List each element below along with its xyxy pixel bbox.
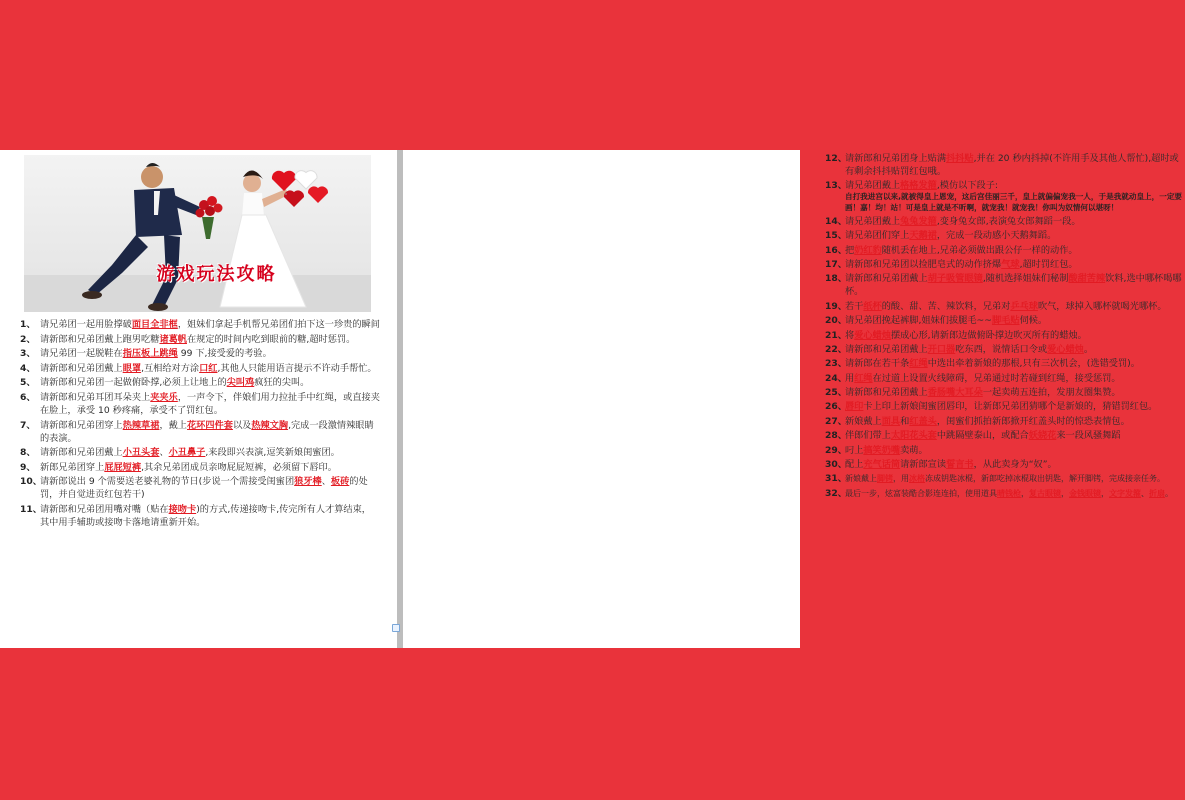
- rule-item: [20, 318, 380, 331]
- rule-text-segment: 、: [1141, 488, 1149, 498]
- rule-text: [40, 392, 380, 416]
- rule-text-segment: 若干: [845, 300, 864, 312]
- rule-text-segment: ,随机选择姐妹们秘制: [982, 273, 1069, 285]
- rule-item: [825, 244, 1185, 257]
- rule-text-segment: 冻成钥匙冰棍，新郎吃掉冰棍取出钥匙，解开脚铐，完成接亲任务。: [925, 474, 1165, 484]
- rule-text-segment: ，从此卖身为“奴”。: [973, 459, 1057, 471]
- rule-item: [825, 444, 1185, 457]
- prop-highlight: 胡子吸管眼镜: [927, 273, 983, 285]
- rule-text-segment: 配上: [845, 459, 864, 471]
- page-right: [403, 150, 1183, 648]
- rule-item: [825, 272, 1185, 298]
- rule-text-segment: ，闺蜜们抓拍新郎掀开红盖头时的惊恐表情包。: [936, 415, 1130, 427]
- top-red-band: [0, 0, 800, 150]
- prop-highlight: 屁屁短裤: [104, 461, 142, 473]
- page-left: [0, 150, 397, 648]
- rule-text-segment: ，一声令下，伴娘们用力拉扯手中红绳，或直接夹在脸上，承受 10 秒疼痛，承受不了罚红包。: [40, 391, 380, 416]
- rule-item: [825, 415, 1185, 428]
- rule-text: [40, 319, 380, 330]
- rule-text-segment: ,模仿以下段子:: [936, 180, 999, 192]
- rule-text-segment: 请新郎宣读: [900, 459, 947, 471]
- rule-text-segment: ，: [1021, 488, 1029, 498]
- rule-text-segment: ,其余兄弟团成员亲吻屁屁短裤，必须留下唇印。: [141, 461, 337, 473]
- rule-text-segment: 饮料,选中哪杯喝哪杯。: [845, 273, 1182, 298]
- prop-highlight: 诸葛帆: [159, 333, 187, 345]
- rule-number: 5、: [20, 377, 36, 389]
- prop-highlight: 红绳: [909, 358, 928, 370]
- prop-highlight: 唇印: [845, 401, 864, 413]
- rule-text-segment: 请新郎和兄弟团戴上: [845, 273, 928, 285]
- rule-number: 15、: [825, 230, 847, 242]
- rule-number: 13、: [825, 180, 847, 192]
- rule-text-segment: ，: [1061, 488, 1069, 498]
- rule-item: [825, 258, 1185, 271]
- rule-text: [845, 259, 1078, 270]
- rule-text-segment: 以及: [232, 419, 252, 431]
- prop-highlight: 奶红豹: [854, 244, 882, 256]
- rule-text-segment: 随机丢在地上,兄弟必须做出跟公仔一样的动作。: [881, 244, 1078, 256]
- rule-text: [845, 245, 1078, 256]
- prop-highlight: 热辣草裙: [122, 419, 160, 431]
- rule-number: 12、: [825, 153, 847, 164]
- rule-item: [20, 446, 380, 459]
- rule-text-segment: 卖萌。: [900, 444, 928, 456]
- rule-item: [825, 372, 1185, 385]
- rule-text-segment: 请新郎和兄弟团戴上跑男吃糖: [40, 333, 160, 345]
- rule-text-segment: 一起卖萌五连拍，发朋友圈集赞。: [982, 387, 1121, 399]
- rule-text-segment: 请新郎和兄弟团用嘴对嘴（贴在: [40, 503, 169, 515]
- rule-text-segment: ,超时罚红包。: [1019, 258, 1078, 270]
- prop-highlight: 香肠嘴大耳朵: [927, 387, 983, 399]
- rule-number: 23、: [825, 358, 847, 370]
- prop-highlight: 纸杯: [863, 300, 882, 312]
- rule-text-segment: 请新郎在若干条: [845, 358, 910, 370]
- prop-highlight: 太阳花头套: [890, 430, 937, 442]
- rule-number: 22、: [825, 343, 847, 355]
- rule-text: [845, 216, 1081, 227]
- rule-item: [825, 487, 1185, 500]
- rule-text: [845, 474, 1165, 483]
- prop-highlight: 誓言书: [946, 459, 974, 471]
- rule-number: 1、: [20, 319, 36, 330]
- rule-number: 16、: [825, 244, 847, 256]
- page-anchor-icon[interactable]: [392, 624, 400, 632]
- rule-text-segment: 中跳隔壁泰山，或配合: [936, 430, 1029, 442]
- rule-item: [825, 400, 1185, 413]
- rule-item: [825, 472, 1185, 485]
- rule-text-segment: ,互相给对方涂: [141, 362, 200, 374]
- rule-text-segment: 在规定的时间内吃到眼前的糖,超时惩罚。: [187, 333, 356, 345]
- rule-number: 4、: [20, 362, 36, 374]
- prop-highlight: 妖娆花: [1028, 430, 1057, 442]
- rule-number: 2、: [20, 333, 36, 345]
- rules-list-left: [20, 318, 380, 531]
- rule-text: [845, 180, 998, 191]
- rule-number: 10、: [20, 476, 42, 488]
- rule-number: 18、: [825, 273, 847, 285]
- rule-text-segment: ,完成一段激情辣眼睛的表演。: [40, 419, 374, 444]
- heart-balloons: [272, 171, 328, 207]
- rule-text: [845, 273, 1182, 297]
- rule-text-segment: 请兄弟团戴上: [845, 215, 901, 227]
- prop-highlight: 酸甜苦辣: [1068, 273, 1106, 285]
- rule-text-segment: 的处罚，并自觉进贡红包若干): [40, 476, 368, 501]
- rule-text: [845, 358, 1140, 369]
- prop-highlight: 面目全非框: [131, 319, 178, 330]
- rule-text: [845, 401, 1157, 412]
- rule-item: [825, 179, 1185, 213]
- prop-highlight: 小丑鼻子: [168, 447, 206, 459]
- rule-item: [825, 458, 1185, 471]
- rule-text: [40, 377, 309, 388]
- rule-text: [845, 430, 1121, 441]
- wedding-photo: [24, 155, 371, 312]
- rule-text-segment: 请新郎和兄弟团一起做俯卧撑,必须上让地上的: [40, 377, 227, 389]
- rule-text-segment: 新娘戴上: [845, 474, 877, 484]
- rule-item: [20, 376, 380, 389]
- document-spread: [0, 150, 1183, 648]
- rule-text-segment: ，戴上: [159, 419, 187, 431]
- rule-text-segment: 请新郎和兄弟团戴上: [40, 362, 123, 374]
- rule-text-segment: ，姐妹们拿起手机帮兄弟团们拍下这一珍贵的瞬间: [177, 319, 380, 330]
- rule-text-segment: 99 下,接受爱的考验。: [177, 348, 272, 360]
- rule-number: 20、: [825, 315, 847, 327]
- rule-text-segment: 请兄弟团一起脱鞋在: [40, 348, 123, 360]
- rule-number: 28、: [825, 430, 847, 442]
- prop-highlight: 复古眼镜: [1029, 488, 1061, 498]
- rule-text-segment: 请新郎和兄弟团以捡肥皂式的动作挤爆: [845, 258, 1002, 270]
- rule-item: [20, 391, 380, 417]
- prop-highlight: 充气话筒: [863, 459, 901, 471]
- prop-highlight: 文字发箍: [1109, 488, 1141, 498]
- rule-text-segment: 新郎兄弟团穿上: [40, 461, 105, 473]
- rule-number: 24、: [825, 372, 847, 384]
- rule-text-segment: 请兄弟团一起用脸撑破: [40, 319, 132, 330]
- rule-text-segment: ,变身兔女郎,表演兔女郎舞蹈一段。: [936, 215, 1081, 227]
- prop-highlight: 冰格: [909, 474, 925, 484]
- rule-number: 17、: [825, 258, 847, 270]
- prop-highlight: 脚毛贴: [991, 315, 1020, 327]
- rule-text-segment: 中选出牵着新娘的那根,只有三次机会，(选错受罚)。: [927, 358, 1140, 370]
- prop-highlight: 花环四件套: [187, 419, 233, 431]
- prop-highlight: 红盖头: [909, 415, 937, 427]
- rule-number: 14、: [825, 215, 847, 227]
- prop-highlight: 红绳: [854, 372, 873, 384]
- prop-highlight: 狼牙棒: [294, 476, 322, 488]
- prop-highlight: 眼罩: [122, 362, 142, 374]
- rule-item: [20, 362, 380, 375]
- bottom-red-band: [0, 648, 800, 800]
- rule-text-segment: 请兄弟团挽起裤脚,姐妹们拔腿毛~~: [845, 315, 992, 327]
- rule-number: 26、: [825, 401, 847, 413]
- rule-item: [20, 475, 380, 501]
- rule-number: 7、: [20, 419, 36, 431]
- rule-text: [845, 445, 928, 456]
- rule-text-segment: ,其他人只能用语言提示不许动手帮忙。: [217, 362, 377, 374]
- rule-text-segment: 叼上: [845, 444, 864, 456]
- rule-number: 21、: [825, 329, 847, 341]
- rule-item: [825, 343, 1185, 356]
- rule-text-segment: 将: [845, 329, 855, 341]
- rule-text: [40, 462, 337, 473]
- rule-text-segment: 请新郎和兄弟团穿上: [40, 419, 123, 431]
- rule-number: 25、: [825, 387, 847, 399]
- rule-text-segment: 。: [1165, 488, 1173, 498]
- rule-item: [20, 347, 380, 360]
- prop-highlight: 天鹅裙: [909, 230, 937, 242]
- rule-item: [825, 215, 1185, 228]
- rule-item: [825, 314, 1185, 327]
- prop-highlight: 晴钱枪: [997, 488, 1021, 498]
- rule-text-segment: 摆成心形,请新郎边做俯卧撑边吹灭所有的蜡烛。: [890, 329, 1087, 341]
- rule-text-segment: 吃东西，说情话口令或: [955, 343, 1048, 355]
- wedding-couple-illustration: [24, 155, 371, 312]
- rule-text-segment: 最后一步，炫富装酷合影连连拍，使用道具: [845, 488, 997, 498]
- prop-highlight: 板砖: [330, 476, 350, 488]
- rule-number: 3、: [20, 348, 36, 360]
- prop-highlight: 小丑头套: [122, 447, 160, 459]
- rule-item: [825, 152, 1185, 178]
- rule-item: [825, 329, 1185, 342]
- rule-text-segment: ,并在 20 秒内抖掉(不许用手及其他人帮忙),超时或有剩余抖抖贴罚红包哦。: [845, 153, 1179, 177]
- rule-text: [845, 230, 1056, 241]
- rule-text-segment: 卡上印上新娘闺蜜团唇印，让新郎兄弟团猜哪个是新娘的，猜错罚红包。: [863, 401, 1158, 413]
- rule-number: 9、: [20, 461, 36, 473]
- rule-text-segment: )的方式,传递接吻卡,传完所有人才算结束，其中用手辅助或接吻卡落地请重新开始。: [40, 503, 371, 528]
- prop-highlight: 折扇: [1149, 488, 1165, 498]
- prop-highlight: 口红: [199, 362, 218, 374]
- rule-text: [845, 153, 1179, 177]
- rule-text-segment: 请新郎和兄弟团戴上: [40, 447, 123, 459]
- rule-text-segment: 请新郎和兄弟团戴上: [845, 387, 928, 399]
- rule-quote-text: 自打我进宫以来,就被得皇上恩宠，这后宫佳丽三千，皇上就偏偏宠我一人，于是我就动皇上，一定要画！嘉！均！站！可是皇上就是不听啊，就宠我！就宠我！你叫为奴情何以堪呀！: [845, 192, 1183, 212]
- rule-text-segment: 在过道上设置火线障碍，兄弟通过时若碰到红绳，接受惩罚。: [872, 372, 1121, 384]
- rule-number: 32、: [825, 487, 847, 499]
- rule-text: [845, 344, 1093, 355]
- rule-text: [40, 447, 340, 458]
- rule-text: [845, 301, 1167, 312]
- rule-text-segment: 请兄弟团戴上: [845, 180, 901, 192]
- rule-number: 29、: [825, 444, 847, 456]
- rule-text-segment: 、: [159, 447, 169, 459]
- prop-highlight: 抖抖贴: [946, 153, 974, 164]
- rule-text-segment: 伴郎们带上: [845, 430, 891, 442]
- rule-text-segment: 疯狂的尖叫。: [254, 377, 310, 389]
- rule-number: 19、: [825, 300, 847, 312]
- rule-text-segment: ，完成一段动感小天鹅舞蹈。: [936, 230, 1057, 242]
- rule-text-segment: 请兄弟团们穿上: [845, 230, 910, 242]
- rule-text: [40, 334, 355, 345]
- rule-text-segment: 请新郎和兄弟团戴上: [845, 343, 928, 355]
- rule-text-segment: 请新郎和兄弟耳团耳朵夹上: [40, 391, 151, 403]
- rule-item: [20, 419, 380, 445]
- rules-list-right: [825, 152, 1185, 501]
- rule-text-segment: 来一段风骚舞蹈: [1056, 430, 1121, 442]
- rule-item: [825, 386, 1185, 399]
- prop-highlight: 乒乓球: [1010, 300, 1038, 312]
- prop-highlight: 夹夹乐: [150, 391, 178, 403]
- rule-text-segment: ，: [1101, 488, 1109, 498]
- rule-item: [825, 429, 1185, 442]
- rule-text-segment: 和: [900, 415, 910, 427]
- rule-item: [20, 461, 380, 474]
- rule-number: 31、: [825, 473, 847, 485]
- rule-text: [845, 387, 1121, 398]
- rule-item: [20, 333, 380, 346]
- prop-highlight: 接吻卡: [168, 503, 197, 515]
- rule-text-segment: 的酸、甜、苦、辣饮料，兄弟对: [881, 300, 1011, 312]
- rule-text-segment: 把: [845, 244, 855, 256]
- rule-number: 8、: [20, 447, 36, 459]
- rule-item: [825, 300, 1185, 313]
- prop-highlight: 兔兔发箍: [900, 215, 937, 227]
- prop-highlight: 热辣文胸: [251, 419, 289, 431]
- rule-number: 27、: [825, 415, 847, 427]
- rule-text-segment: 。: [1083, 343, 1094, 355]
- rule-number: 11、: [20, 503, 42, 515]
- rule-text-segment: ,来段即兴表演,逗笑新娘闺蜜团。: [205, 447, 340, 459]
- rule-number: 6、: [20, 391, 36, 403]
- rule-text: [845, 459, 1057, 470]
- prop-highlight: 气球: [1001, 258, 1020, 270]
- rule-text: [845, 489, 1173, 498]
- rule-item: [825, 229, 1185, 242]
- rule-item: [825, 357, 1185, 370]
- rule-text: [845, 330, 1087, 341]
- hero-title: 游戏玩法攻略: [156, 264, 277, 285]
- rule-text-segment: 新娘戴上: [845, 415, 882, 427]
- prop-highlight: 指压板上跳绳: [122, 348, 178, 360]
- prop-highlight: 金钱眼镜: [1069, 488, 1101, 498]
- prop-highlight: 尖叫鸡: [226, 377, 255, 389]
- rule-text: [40, 363, 377, 374]
- rule-text: [845, 373, 1121, 384]
- rule-text-segment: ，用: [893, 474, 909, 484]
- rule-text: [40, 420, 374, 444]
- prop-highlight: 格格发箍: [900, 180, 937, 192]
- prop-highlight: 脚铐: [877, 474, 893, 484]
- rule-text-segment: 用: [845, 372, 855, 384]
- rule-text: [845, 315, 1047, 326]
- rule-text-segment: 请新郎说出 9 个需要送老婆礼物的节日(步说一个需接受闺蜜团: [40, 476, 295, 488]
- rule-text: [845, 416, 1130, 427]
- rose-bouquet: [196, 196, 223, 239]
- rule-text-segment: 请新郎和兄弟团身上贴满: [845, 153, 947, 164]
- rule-text-segment: 伺候。: [1019, 315, 1048, 327]
- rule-number: 30、: [825, 459, 847, 471]
- rule-text: [40, 504, 371, 528]
- prop-highlight: 搞笑奶嘴: [863, 444, 901, 456]
- rule-text-segment: 吹气，球掉入哪杯就喝光哪杯。: [1037, 300, 1167, 312]
- rule-item: [20, 503, 380, 529]
- prop-highlight: 爱心蜡烛: [1047, 343, 1084, 355]
- rule-text: [40, 476, 368, 500]
- rule-text-segment: 、: [321, 476, 331, 488]
- rule-text: [40, 348, 272, 359]
- prop-highlight: 开口器: [927, 343, 956, 355]
- prop-highlight: 爱心蜡烛: [854, 329, 891, 341]
- prop-highlight: 面具: [881, 415, 901, 427]
